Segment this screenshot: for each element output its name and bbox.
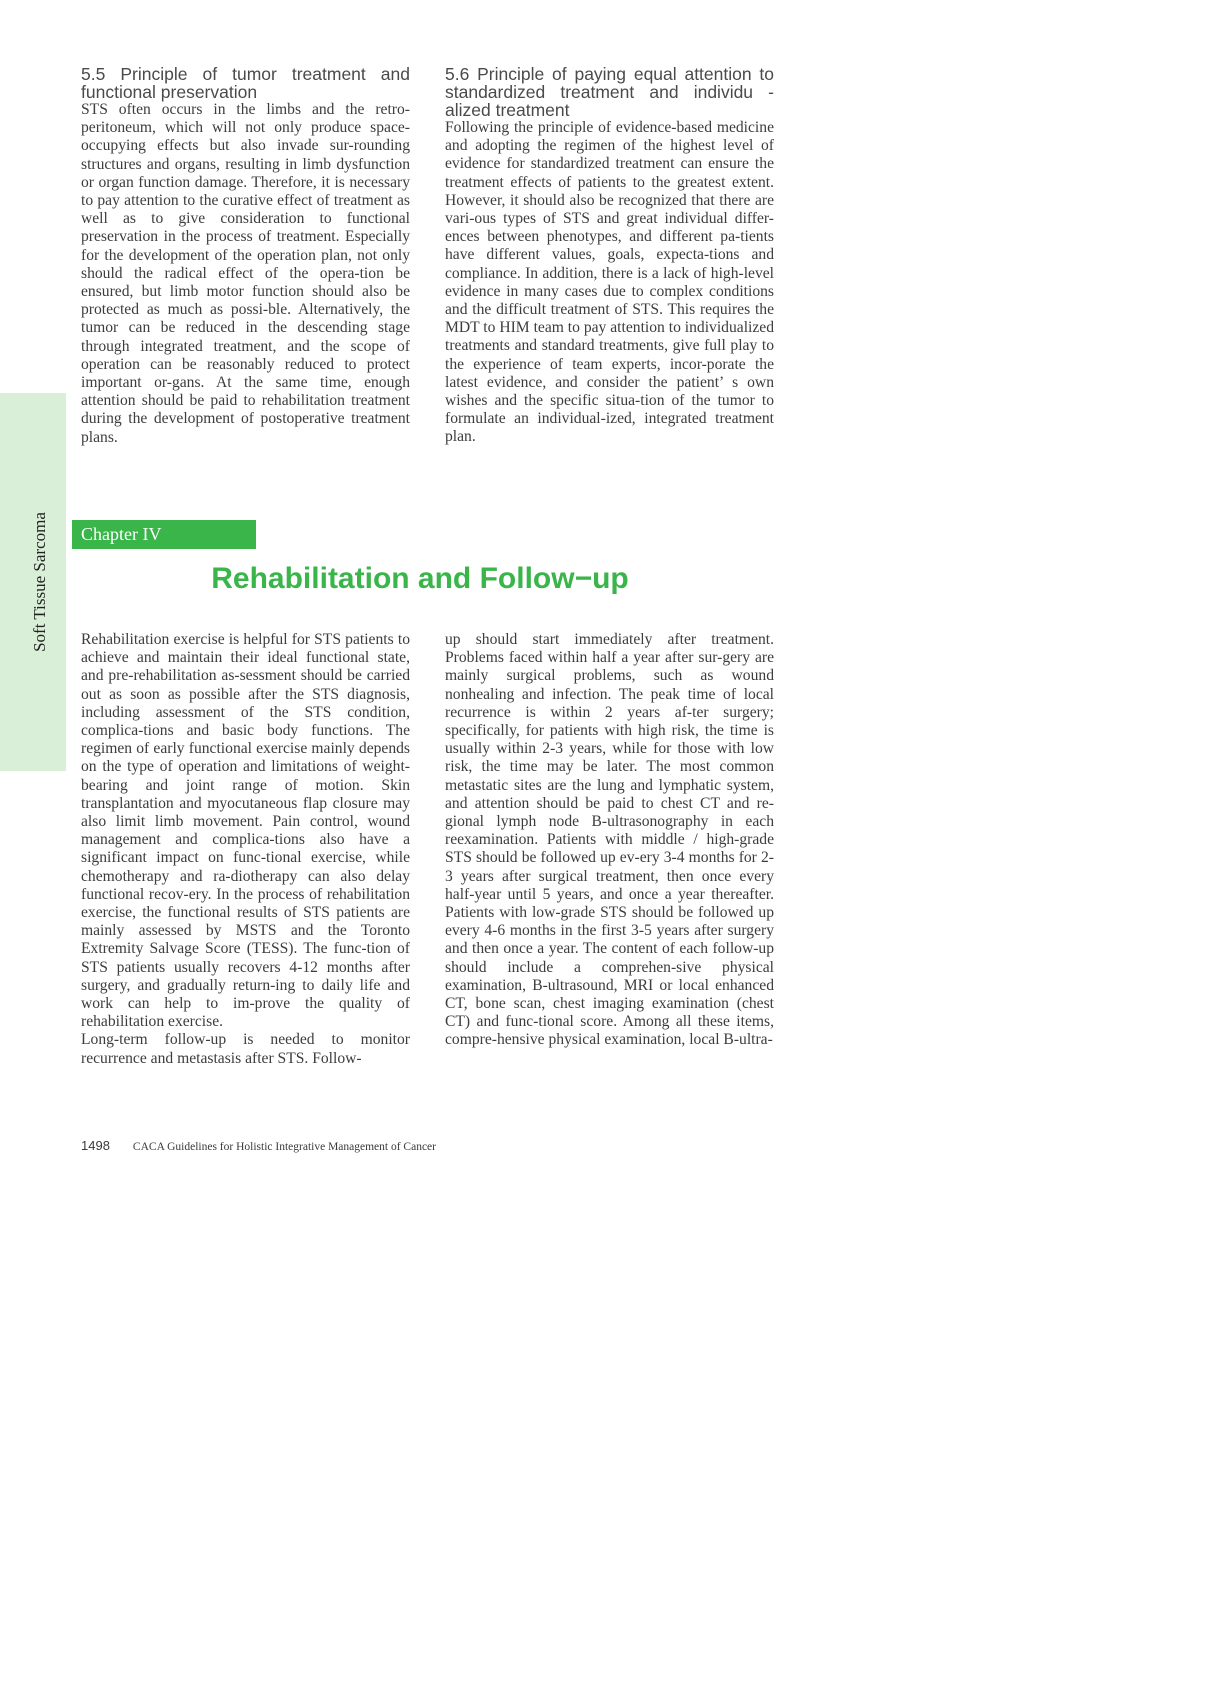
rehab-left-column — [81, 631, 410, 1068]
section-5-6 — [445, 65, 774, 447]
side-tab-label: Soft Tissue Sarcoma — [30, 512, 49, 652]
section-5-5-body — [81, 101, 410, 447]
rehab-paragraph-1: Rehabilitation exercise is helpful for STS patients to achieve and maintain their ideal functional state, and pre-rehabilitation as-sessment should be carried out as soon as possible after the STS diagnosis, including assessment of the STS condition, complica-tions and basic body functions. The regimen of early functional exercise mainly depends on the type of operation and limitations of weight-bearing and joint range of motion. Skin transplantation and myocutaneous flap closure may also limit limb movement. Pain control, wound management and complica-tions also have a significant impact on func-tional exercise, while chemotherapy and ra-diotherapy can also delay functional recov-ery. In the process of rehabilitation exercise, the functional results of STS patients are mainly assessed by MSTS and the Toronto Extremity Salvage Score (TESS). The func-tion of STS patients usually recovers 4-12 months after surgery, and gradually return-ing to daily life and work can help to im-prove the quality of rehabilitation exercise. — [81, 631, 410, 1031]
section-5-5-heading: 5.5 Principle of tumor treatment and functional preservation — [81, 64, 410, 102]
chapter-label: Chapter IV — [72, 520, 256, 549]
rehab-paragraph-3: up should start immediately after treatment. Problems faced within half a year after sur-gery are mainly surgical problems, such as wound nonhealing and infection. The peak time of local recurrence is within 2 years af-ter surgery; specifically, for patients with high risk, the time is usually within 2-3 years, while for those with low risk, the time may be later. The most common metastatic sites are the lung and lymphatic system, and attention should be paid to chest CT and re-gional lymph node B-ultrasonography in each reexamination. Patients with middle / high-grade STS should be followed up ev-ery 3-4 months for 2-3 years after surgical treatment, then once every half-year until 5 years, and once a year thereafter. Patients with low-grade STS should be followed up every 4-6 months in the first 3-5 years after surgery and then once a year. The content of each follow-up should include a comprehen-sive physical examination, B-ultrasound, MRI or local enhanced CT, bone scan, chest imaging examination (chest CT) and func-tional score. Among all these items, compre-hensive physical examination, local B-ultra- — [445, 631, 774, 1049]
page-number: 1498 — [81, 1138, 110, 1153]
chapter-title: Rehabilitation and Follow−up — [211, 562, 629, 595]
section-5-5-paragraph: STS often occurs in the limbs and the retro-peritoneum, which will not only produce space-occupying effects but also invade sur-rounding structures and organs, resulting in limb dysfunction or organ function damage. Therefore, it is necessary to pay attention to the curative effect of treatment as well as to give consideration to functional preservation in the process of treatment. Especially for the development of the operation plan, not only should the radical effect of the opera-tion be ensured, but limb motor function should also be protected as much as possi-ble. Alternatively, the tumor can be reduced in the descending stage through integrated treatment, and the scope of operation can be reasonably reduced to protect important or-gans. At the same time, enough attention should be paid to rehabilitation treatment during the development of postoperative treatment plans. — [81, 101, 410, 446]
rehab-paragraph-2: Long-term follow-up is needed to monitor recurrence and metastasis after STS. Follow- — [81, 1031, 410, 1067]
page-footer — [81, 1138, 436, 1154]
section-5-6-body — [445, 119, 774, 447]
running-title: CACA Guidelines for Holistic Integrative Management of Cancer — [132, 1141, 436, 1153]
section-5-6-heading: 5.6 Principle of paying equal attention to standardized treatment and individu - alized treatment — [445, 64, 774, 120]
section-5-6-paragraph: Following the principle of evidence-based medicine and adopting the regimen of the highest level of evidence for standardized treatment can ensure the treatment effects of patients to the greatest extent. However, it should also be recognized that there are vari-ous types of STS and great individual differ-ences between phenotypes, and different pa-tients have different values, goals, expecta-tions and compliance. In addition, there is a lack of high-level evidence in many cases due to complex conditions and the difficult treatment of STS. This requires the MDT to HIM team to pay attention to individualized treatments and standard treatments, give full play to the experience of team experts, incor-porate the latest evidence, and consider the patient’ s own wishes and the specific situa-tion of the tumor to formulate an individual-ized, integrated treatment plan. — [445, 119, 774, 446]
rehab-right-column — [445, 631, 774, 1050]
section-5-5 — [81, 65, 410, 447]
